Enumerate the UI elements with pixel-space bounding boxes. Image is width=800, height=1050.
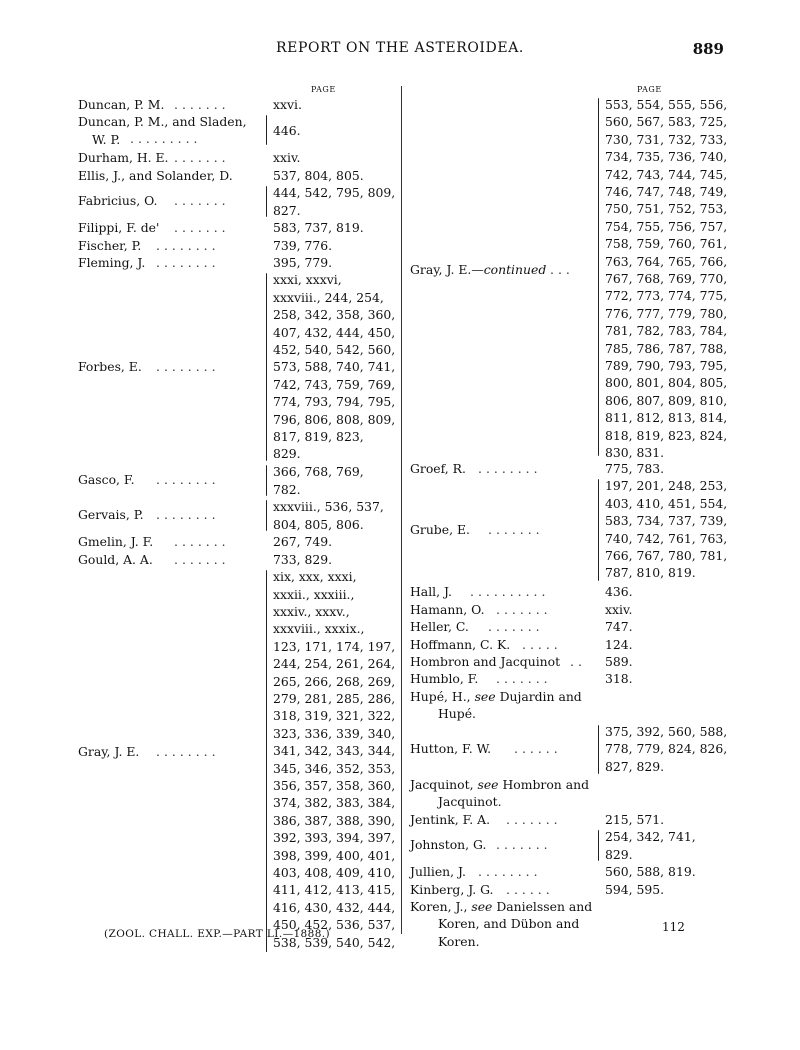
page-number: 889 <box>692 40 724 58</box>
index-entry <box>78 254 396 271</box>
entry-pages-line: 386, 387, 388, 390, <box>273 812 396 828</box>
index-entry <box>78 568 396 952</box>
index-entry <box>410 776 728 811</box>
entry-name: Fischer, P. <box>78 237 142 253</box>
brace <box>266 186 267 217</box>
dot-leader: ....... <box>174 220 230 236</box>
brace <box>266 465 267 496</box>
entry-pages: xxiv. <box>273 150 301 166</box>
index-entry <box>78 219 396 236</box>
entry-name: Gervais, P. <box>78 507 144 523</box>
index-column-left <box>78 96 396 952</box>
entry-pages-line: 345, 346, 352, 353, <box>273 760 396 776</box>
entry-name: Hall, J. <box>410 584 452 600</box>
entry-pages-line: 366, 768, 769, <box>273 464 364 480</box>
brace <box>598 830 599 861</box>
cross-reference <box>410 688 622 723</box>
entry-pages-line: 787, 810, 819. <box>605 565 696 581</box>
entry-pages-line: 800, 801, 804, 805, <box>605 375 728 391</box>
brace <box>266 273 267 461</box>
dot-leader: ....... <box>488 522 544 538</box>
entry-pages-line: 374, 382, 383, 384, <box>273 795 396 811</box>
entry-pages: 747. <box>605 619 633 635</box>
dot-leader: ....... <box>174 551 230 567</box>
entry-name: Hamann, O. <box>410 601 485 617</box>
entry-name: Hutton, F. W. <box>410 740 492 756</box>
entry-pages: xxvi. <box>273 97 302 112</box>
entry-pages-line: 392, 393, 394, 397, <box>273 830 396 846</box>
brace <box>598 98 599 456</box>
brace <box>598 725 599 774</box>
index-entry <box>78 498 396 533</box>
entry-pages-line: 450, 452, 536, 537, <box>273 917 396 933</box>
entry-name <box>410 261 546 278</box>
index-entry <box>410 583 728 600</box>
entry-pages-line: 197, 201, 248, 253, <box>605 478 728 494</box>
entry-name: Duncan, P. M. <box>78 97 165 112</box>
index-entry <box>410 618 728 635</box>
index-entry <box>410 96 728 460</box>
index-entry <box>410 601 728 618</box>
entry-pages-line: 817, 819, 823, <box>273 428 364 444</box>
entry-pages-line: 742, 743, 759, 769, <box>273 376 396 392</box>
brace <box>266 115 267 145</box>
entry-name: Heller, C. <box>410 619 469 635</box>
entry-pages-line: 772, 773, 774, 775, <box>605 288 728 304</box>
entry-pages: 733, 829. <box>273 551 333 567</box>
entry-pages: 215, 571. <box>605 811 665 827</box>
entry-name: Humblo, F. <box>410 671 479 687</box>
entry-pages: xxiv. <box>605 601 633 617</box>
cross-ref-see: see <box>477 776 499 792</box>
entry-pages-line: 730, 731, 732, 733, <box>605 131 728 147</box>
entry-name: Hombron and Jacquinot <box>410 653 561 669</box>
index-entry <box>78 113 396 149</box>
entry-pages-line: 806, 807, 809, 810, <box>605 392 728 408</box>
dot-leader: ........ <box>156 237 220 253</box>
dot-leader: ........ <box>156 472 220 488</box>
entry-pages-line: 758, 759, 760, 761, <box>605 236 728 252</box>
entry-pages-line: xxxviii., 536, 537, <box>273 499 384 515</box>
entry-pages-line: 811, 812, 813, 814, <box>605 410 728 426</box>
entry-pages-line: 538, 539, 540, 542, <box>273 934 396 950</box>
dot-leader: ...... <box>514 740 562 756</box>
dot-leader: ........ <box>156 744 220 760</box>
entry-pages-line: xxxviii., xxxix., <box>273 621 365 637</box>
dot-leader: ......... <box>130 131 202 147</box>
index-entry <box>78 184 396 219</box>
dot-leader: ... <box>550 262 574 277</box>
entry-pages: 775, 783. <box>605 461 665 476</box>
page-header <box>76 40 724 66</box>
entry-pages-line: 740, 742, 761, 763, <box>605 530 728 546</box>
cross-ref-target: Danielssen and Koren, and Dübon and Koren. <box>438 898 593 949</box>
entry-pages-line: 279, 281, 285, 286, <box>273 690 396 706</box>
cross-ref-target: Hombron and Jacquinot. <box>438 776 590 810</box>
index-entry <box>410 828 728 863</box>
dot-leader: ..... <box>522 636 562 652</box>
entry-name: Fleming, J. <box>78 254 146 270</box>
entry-pages-line: 375, 392, 560, 588, <box>605 723 728 739</box>
entry-pages-line: 265, 266, 268, 269, <box>273 673 396 689</box>
cross-ref-target: Dujardin and Hupé. <box>438 688 582 722</box>
entry-pages: 583, 737, 819. <box>273 220 364 236</box>
entry-pages-line: 789, 790, 793, 795, <box>605 358 728 373</box>
entry-pages: 267, 749. <box>273 534 333 550</box>
cross-reference <box>410 898 622 950</box>
entry-pages-line: xxxii., xxxiii., <box>273 586 355 602</box>
entry-pages: 537, 804, 805. <box>273 167 364 183</box>
entry-pages-line: 123, 171, 174, 197, <box>273 638 396 654</box>
index-entry <box>78 533 396 550</box>
entry-pages-line: 258, 342, 358, 360, <box>273 307 396 323</box>
entry-pages-line: 734, 735, 736, 740, <box>605 149 728 165</box>
entry-pages-line: 403, 408, 409, 410, <box>273 864 396 880</box>
entry-pages-line: xxxviii., 244, 254, <box>273 289 384 305</box>
entry-pages-line: 804, 805, 806. <box>273 516 364 532</box>
entry-pages-line: 452, 540, 542, 560, <box>273 341 396 357</box>
index-entry <box>78 271 396 463</box>
entry-pages-line: 244, 254, 261, 264, <box>273 656 396 672</box>
footer-note: (ZOOL. CHALL. EXP.—PART LI.—1888.) <box>104 928 331 940</box>
cross-ref-see: see <box>474 688 496 704</box>
entry-pages-line: 444, 542, 795, 809, <box>273 185 396 201</box>
entry-pages-line: xxxiv., xxxv., <box>273 603 350 619</box>
dot-leader: ....... <box>174 150 230 166</box>
entry-pages-line: xxxi, xxxvi, <box>273 272 342 288</box>
entry-name: Gmelin, J. F. <box>78 534 154 550</box>
entry-name: Gray, J. E. <box>78 744 140 760</box>
entry-pages-line: 774, 793, 794, 795, <box>273 394 396 410</box>
entry-pages: 589. <box>605 653 633 669</box>
entry-pages-line: 767, 768, 769, 770, <box>605 271 728 286</box>
entry-name: Groef, R. <box>410 461 466 476</box>
entry-name: Durham, H. E. <box>78 150 169 166</box>
entry-pages-line: 323, 336, 339, 340, <box>273 725 396 741</box>
index-entry <box>410 477 728 583</box>
cross-ref-see: see <box>471 898 493 914</box>
brace <box>598 479 599 581</box>
brace <box>266 500 267 531</box>
dot-leader: ....... <box>496 601 552 617</box>
index-entry <box>410 723 728 776</box>
entry-pages-line: 742, 743, 744, 745, <box>605 166 728 182</box>
entry-name: Johnston, G. <box>410 837 487 853</box>
cross-ref-lead: Koren, J., <box>410 898 468 914</box>
dot-leader: .......... <box>470 584 550 600</box>
entry-pages-line: 411, 412, 413, 415, <box>273 882 396 898</box>
entry-pages-line: 776, 777, 779, 780, <box>605 305 728 321</box>
index-column-right <box>410 96 728 951</box>
index-entry <box>410 636 728 653</box>
entry-pages-line: 356, 357, 358, 360, <box>273 777 396 793</box>
entry-pages-line: xix, xxx, xxxi, <box>273 569 357 585</box>
index-entry <box>410 460 728 477</box>
dot-leader: ....... <box>174 534 230 550</box>
entry-pages-line: 553, 554, 555, 556, <box>605 97 728 112</box>
dot-leader: ........ <box>156 254 220 270</box>
entry-name: Gasco, F. <box>78 472 135 488</box>
entry-pages: 594, 595. <box>605 881 665 897</box>
entry-pages-line: 403, 410, 451, 554, <box>605 495 728 511</box>
dot-leader: ........ <box>156 359 220 375</box>
entry-pages: 560, 588, 819. <box>605 864 696 880</box>
index-entry <box>410 688 728 723</box>
dot-leader: ....... <box>496 671 552 687</box>
entry-pages: 446. <box>273 123 301 139</box>
entry-pages: 124. <box>605 636 633 652</box>
entry-name: Grube, E. <box>410 522 470 538</box>
entry-name: Forbes, E. <box>78 359 142 375</box>
entry-pages-line: 398, 399, 400, 401, <box>273 847 396 863</box>
entry-name: Ellis, J., and Solander, D. <box>78 167 233 183</box>
entry-pages-line: 763, 764, 765, 766, <box>605 253 728 269</box>
entry-pages-line: 827, 829. <box>605 758 665 774</box>
entry-pages-line: 318, 319, 321, 322, <box>273 708 396 724</box>
dot-leader: ........ <box>478 461 542 476</box>
index-entry <box>78 167 396 184</box>
dot-leader: ........ <box>478 864 542 880</box>
index-entry <box>410 863 728 880</box>
index-entry <box>78 551 396 568</box>
entry-name: Hoffmann, C. K. <box>410 636 511 652</box>
running-title: REPORT ON THE ASTEROIDEA. <box>276 40 524 56</box>
page-column-label-left: PAGE <box>311 85 336 94</box>
entry-pages: 436. <box>605 584 633 600</box>
entry-name: Filippi, F. de' <box>78 220 160 236</box>
entry-pages: 739, 776. <box>273 237 333 253</box>
entry-name: Kinberg, J. G. <box>410 881 494 897</box>
entry-pages-line: 818, 819, 823, 824, <box>605 427 728 443</box>
entry-name-line: W. P. <box>92 131 121 147</box>
entry-pages-line: 746, 747, 748, 749, <box>605 184 728 199</box>
dot-leader: ....... <box>174 193 230 209</box>
index-entry <box>410 653 728 670</box>
entry-pages-line: 796, 806, 808, 809, <box>273 411 396 427</box>
index-entry <box>410 670 728 687</box>
entry-pages-line: 785, 786, 787, 788, <box>605 340 728 356</box>
entry-name: Fabricius, O. <box>78 193 158 209</box>
entry-pages-line: 583, 734, 737, 739, <box>605 513 728 529</box>
entry-pages-line: 829. <box>273 446 301 462</box>
entry-name-line: Duncan, P. M., and Sladen, <box>78 114 247 130</box>
index-entry <box>410 811 728 828</box>
entry-name: Jentink, F. A. <box>410 811 491 827</box>
page-column-label-right: PAGE <box>637 85 662 94</box>
entry-pages-line: 254, 342, 741, <box>605 829 696 845</box>
cross-ref-lead: Jacquinot, <box>410 776 474 792</box>
entry-pages-line: 416, 430, 432, 444, <box>273 899 396 915</box>
dot-leader: ....... <box>488 619 544 635</box>
index-entry <box>410 881 728 898</box>
entry-name-main: Gray, J. E. <box>410 262 472 277</box>
index-entry <box>78 149 396 166</box>
cross-ref-lead: Hupé, H., <box>410 688 471 704</box>
dot-leader: ........ <box>156 507 220 523</box>
entry-pages-line: 750, 751, 752, 753, <box>605 201 728 217</box>
cross-reference <box>410 776 622 811</box>
dot-leader: .. <box>570 653 586 669</box>
entry-name-continued: —continued <box>471 262 547 277</box>
index-entry <box>78 463 396 498</box>
index-entry <box>78 96 396 113</box>
entry-pages: 318. <box>605 671 633 687</box>
entry-pages-line: 781, 782, 783, 784, <box>605 323 728 339</box>
column-divider <box>401 86 402 934</box>
entry-pages-line: 829. <box>605 846 633 862</box>
entry-pages-line: 830, 831. <box>605 445 665 460</box>
dot-leader: ....... <box>506 811 562 827</box>
entry-pages-line: 766, 767, 780, 781, <box>605 547 728 563</box>
entry-pages: 395, 779. <box>273 254 333 270</box>
entry-pages-line: 782. <box>273 481 301 497</box>
dot-leader: ....... <box>174 97 230 112</box>
entry-pages-line: 407, 432, 444, 450, <box>273 324 396 340</box>
entry-pages-line: 827. <box>273 202 301 218</box>
entry-pages-line: 778, 779, 824, 826, <box>605 741 728 757</box>
entry-pages-line: 754, 755, 756, 757, <box>605 218 728 234</box>
dot-leader: ....... <box>496 837 552 853</box>
entry-pages-line: 560, 567, 583, 725, <box>605 114 728 130</box>
entry-pages-line: 573, 588, 740, 741, <box>273 359 396 375</box>
entry-name: Gould, A. A. <box>78 551 153 567</box>
signature-mark: 112 <box>662 920 685 934</box>
brace <box>266 570 267 952</box>
index-entry <box>78 237 396 254</box>
entry-name: Jullien, J. <box>410 864 466 880</box>
dot-leader: ...... <box>506 881 554 897</box>
entry-pages-line: 341, 342, 343, 344, <box>273 743 396 759</box>
